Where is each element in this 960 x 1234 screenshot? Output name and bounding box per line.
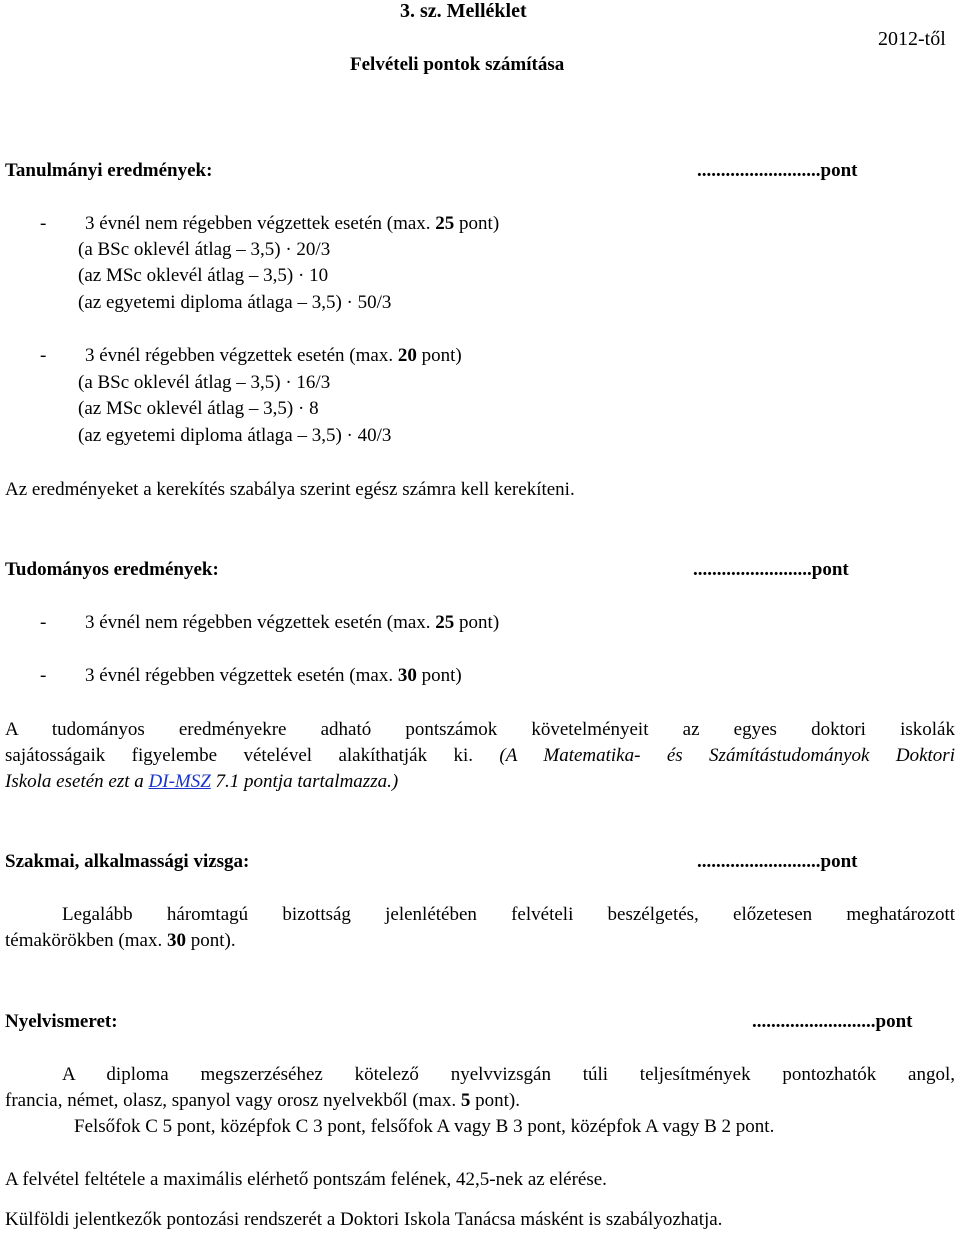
effective-date: 2012-től	[878, 28, 946, 50]
list-dash: -	[40, 345, 47, 366]
professional-points-blank: ..........................pont	[697, 851, 858, 872]
admission-condition: A felvétel feltétele a maximális elérhető pontszám felének, 42,5-nek az elérése.	[5, 1169, 607, 1190]
annex-title: 3. sz. Melléklet	[400, 0, 527, 22]
foreign-applicants-note: Külföldi jelentkezők pontozási rendszerét a Doktori Iskola Tanácsa másként is szabályozhatja.	[5, 1209, 723, 1230]
academic-heading: Tanulmányi eredmények:	[5, 160, 213, 181]
formula-line: (az egyetemi diploma átlaga – 3,5) · 50/3	[78, 292, 392, 313]
list-dash: -	[40, 665, 47, 686]
language-text-line: A diploma megszerzéséhez kötelező nyelvvizsgán túli teljesítmények pontozhatók angol,	[62, 1064, 955, 1085]
formula-line: (a BSc oklevél átlag – 3,5) · 16/3	[78, 372, 331, 393]
academic-recent-label: 3 évnél nem régebben végzettek esetén (max. 25 pont)	[85, 213, 500, 234]
formula-line: (az MSc oklevél átlag – 3,5) · 8	[78, 398, 319, 419]
scientific-points-blank: .........................pont	[693, 559, 849, 580]
scientific-note-line: sajátosságaik figyelembe vételével alakíthatják ki. (A Matematika- és Számítástudományok Doktori	[5, 745, 955, 766]
professional-text-line: Legalább háromtagú bizottság jelenlétében felvételi beszélgetés, előzetesen meghatározott	[62, 904, 955, 925]
scientific-note-line: A tudományos eredményekre adható pontszámok követelményeit az egyes doktori iskolák	[5, 719, 955, 740]
formula-line: (az egyetemi diploma átlaga – 3,5) · 40/3	[78, 425, 392, 446]
scientific-heading: Tudományos eredmények:	[5, 559, 219, 580]
language-points-blank: ..........................pont	[752, 1011, 913, 1032]
page-subtitle: Felvételi pontok számítása	[350, 54, 565, 75]
rounding-note: Az eredményeket a kerekítés szabálya szerint egész számra kell kerekíteni.	[5, 479, 575, 500]
scientific-recent-label: 3 évnél nem régebben végzettek esetén (max. 25 pont)	[85, 612, 500, 633]
formula-line: (az MSc oklevél átlag – 3,5) · 10	[78, 265, 329, 286]
di-msz-link[interactable]: DI-MSZ	[148, 771, 211, 792]
list-dash: -	[40, 612, 47, 633]
professional-heading: Szakmai, alkalmassági vizsga:	[5, 851, 250, 872]
language-heading: Nyelvismeret:	[5, 1011, 118, 1032]
academic-points-blank: ..........................pont	[697, 160, 858, 181]
scientific-older-label: 3 évnél régebben végzettek esetén (max. 30 pont)	[85, 665, 462, 686]
formula-line: (a BSc oklevél átlag – 3,5) · 20/3	[78, 239, 331, 260]
language-text-line: francia, német, olasz, spanyol vagy orosz nyelvekből (max. 5 pont).	[5, 1090, 520, 1111]
professional-text-line: témakörökben (max. 30 pont).	[5, 930, 236, 951]
academic-older-label: 3 évnél régebben végzettek esetén (max. 20 pont)	[85, 345, 462, 366]
scientific-note-line: Iskola esetén ezt a DI-MSZ 7.1 pontja tartalmazza.)	[5, 771, 399, 792]
language-levels-line: Felsőfok C 5 pont, középfok C 3 pont, felsőfok A vagy B 3 pont, középfok A vagy B 2 pont.	[74, 1116, 775, 1137]
list-dash: -	[40, 213, 47, 234]
